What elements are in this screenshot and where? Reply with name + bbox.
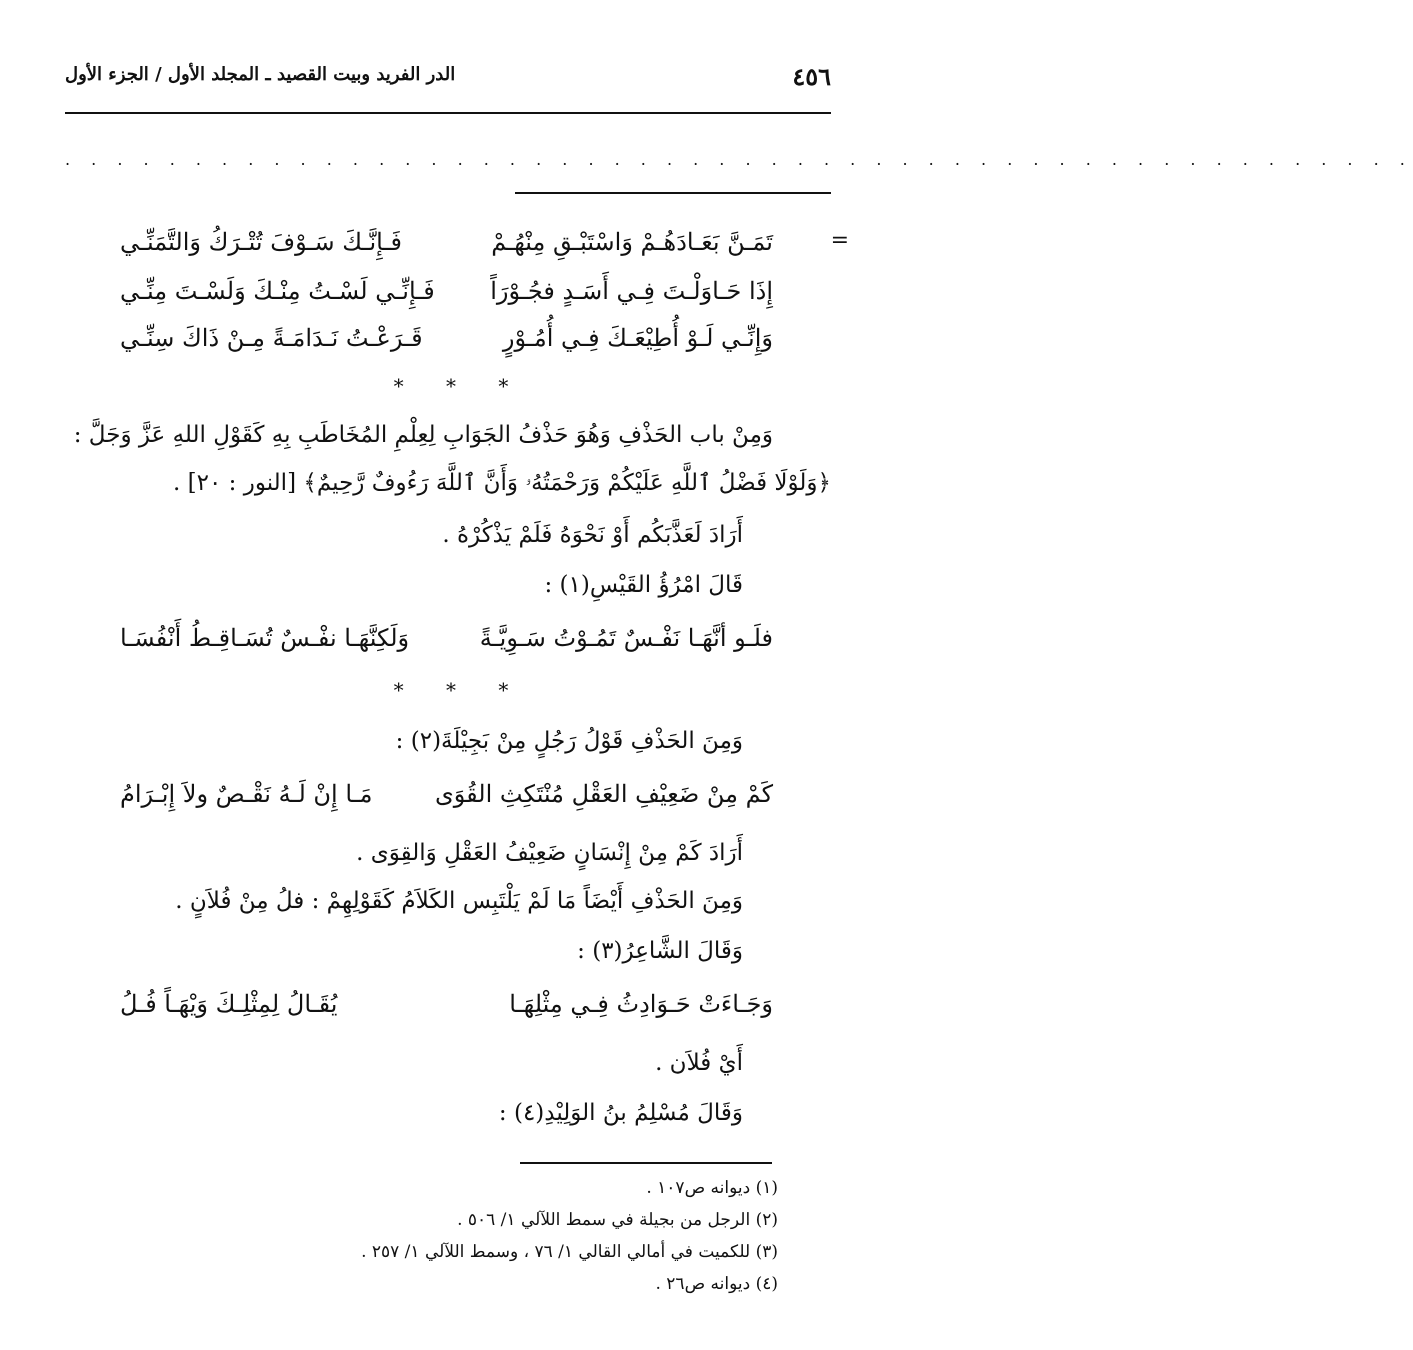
continuation-mark: = — [830, 228, 849, 253]
verse-2-first: إِذَا حَـاوَلْـتَ فِـي أَسَـدٍ فجُـوْرَاً — [490, 277, 773, 305]
ellipsis-dots: . . . . . . . . . . . . . . . . . . . . . . . . . . . . . . . . . . . . . . . . . . . . . . . . . . . . — [65, 150, 1413, 169]
footnote-4: (٤) ديوانه ص٢٦ . — [655, 1274, 778, 1294]
para3-line1: أَرَادَ كَمْ مِنْ إِنْسَانٍ ضَعِيْفُ العَقْلِ وَالقِوَى . — [356, 840, 743, 866]
verse-3-first: وَإِنِّـي لَـوْ أُطِيْعَـكَ فِـي أُمُـوْرٍ — [502, 324, 773, 352]
section-stars-1: * * * — [393, 374, 527, 398]
verse-bajila-first: كَمْ مِنْ ضَعِيْفِ العَقْلِ مُنْتَكِثِ القُوَى — [434, 780, 773, 808]
verse-poet-first: وَجَـاءَتْ حَـوَادِثُ فِـي مِثْلِهَـا — [509, 990, 773, 1018]
verse-poet-second: يُقَـالُ لِمِثْلِـكَ وَيْهَـاً فُـلُ — [120, 990, 338, 1018]
verse-1-second: فَـإِنَّـكَ سَـوْفَ تُتْـرَكُ وَالتَّمَنِّـي — [120, 228, 402, 256]
verse-1-first: تَمَـنَّ بَعَـادَهُـمْ وَاسْتَبْـقِ مِنْهُـمْ — [491, 228, 773, 256]
para4-line2: وَقَالَ مُسْلِمُ بنُ الوَلِيْدِ(٤) : — [498, 1100, 743, 1126]
verse-qays-first: فلَـو أنَّهَـا نَفْـسٌ تَمُـوْتُ سَـوِيَّـةً — [479, 624, 773, 652]
footnote-rule — [520, 1162, 772, 1164]
footnote-2: (٢) الرجل من بجيلة في سمط اللآلي ١/ ٥٠٦ . — [457, 1210, 778, 1230]
running-title: الدر الفريد وبيت القصيد ـ المجلد الأول / الجزء الأول — [65, 64, 456, 85]
footnote-1: (١) ديوانه ص١٠٧ . — [646, 1178, 778, 1198]
para3-line2: وَمِنَ الحَذْفِ أَيْضَاً مَا لَمْ يَلْتَبِس الكَلاَمُ كَقَوْلِهِمْ : فلُ مِنْ فُلاَنٍ . — [175, 888, 743, 914]
para1-line1: وَمِنْ باب الحَذْفِ وَهُوَ حَذْفُ الجَوَابِ لِعِلْمِ المُخَاطَبِ بِهِ كَقَوْلِ اللهِ عَزَّ وَجَلَّ : — [73, 422, 773, 448]
verse-bajila-second: مَـا إِنْ لَـهُ نَقْـصٌ ولاَ إِبْـرَامُ — [120, 780, 373, 808]
verse-qays-second: وَلَكِنَّهَـا نفْـسٌ تُسَـاقِـطُ أَنْفُسَـا — [120, 624, 410, 652]
footnote-3: (٣) للكميت في أمالي القالي ١/ ٧٦ ، وسمط اللآلي ١/ ٢٥٧ . — [361, 1242, 778, 1262]
section-stars-2: * * * — [393, 678, 527, 702]
para2-line1: وَمِنَ الحَذْفِ قَوْلُ رَجُلٍ مِنْ بَجِيْلَةَ(٢) : — [395, 728, 743, 754]
para3-line3: وَقَالَ الشَّاعِرُ(٣) : — [577, 938, 743, 964]
para1-line3: أَرَادَ لَعَذَّبَكُم أَوْ نَحْوَهُ فَلَمْ يَذْكُرْهُ . — [442, 522, 743, 548]
verse-3-second: قَـرَعْـتُ نَـدَامَـةً مِـنْ ذَاكَ سِنِّـي — [120, 324, 423, 352]
quran-verse-line: ﴿وَلَوْلَا فَضْلُ ٱللَّهِ عَلَيْكُمْ وَرَحْمَتُهُۥ وَأَنَّ ٱللَّهَ رَءُوفٌ رَّحِيمٌ﴾ [النور : ٢٠] . — [173, 470, 831, 496]
verse-2-second: فَـإِنِّـي لَسْـتُ مِنْـكَ وَلَسْـتَ مِنِّـي — [120, 277, 435, 305]
para4-line1: أَيْ فُلاَن . — [655, 1050, 743, 1076]
section-rule — [515, 192, 831, 194]
page-number: ٤٥٦ — [792, 62, 831, 91]
para1-line4: قَالَ امْرُؤُ القَيْسِ(١) : — [544, 572, 743, 598]
header-rule — [65, 112, 831, 114]
